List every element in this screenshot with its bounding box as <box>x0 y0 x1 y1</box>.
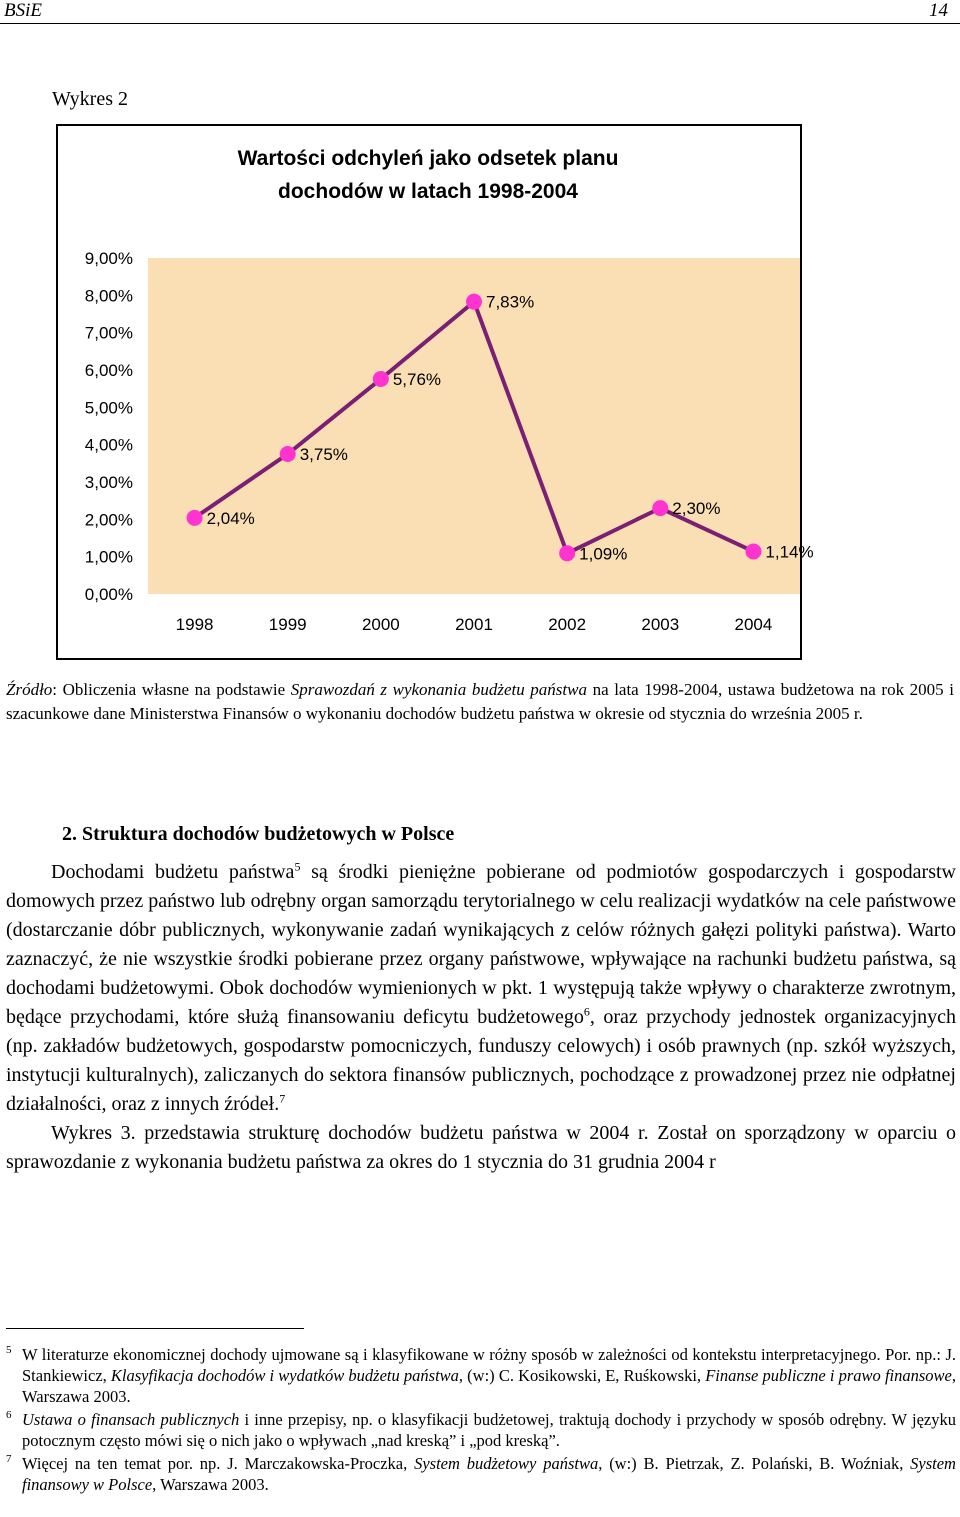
page-number: 14 <box>929 0 948 21</box>
y-tick-label: 0,00% <box>84 585 133 604</box>
footnote-italic: System finansowy w Polsce <box>22 1454 956 1494</box>
x-tick-label: 2001 <box>455 615 493 634</box>
data-label: 3,75% <box>299 445 348 464</box>
data-point <box>373 371 389 387</box>
body-text <box>6 858 956 1177</box>
source-text-a: : Obliczenia własne na podstawie <box>52 680 291 699</box>
page-header <box>0 0 960 22</box>
source-italic: Sprawozdań z wykonania budżetu państwa <box>290 680 587 699</box>
footnote-6 <box>6 1409 956 1451</box>
data-point <box>652 500 668 516</box>
header-rule <box>0 23 960 24</box>
y-tick-label: 2,00% <box>84 510 133 530</box>
y-tick-label: 6,00% <box>84 361 133 380</box>
footnote-text: i inne przepisy, np. o klasyfikacji budżetowej, traktują dochody i przychody w sposób odrębny. W języku potocznym często mówi się o nich jako o wpływach „nad kreską” i „pod kreską”. <box>22 1410 956 1450</box>
data-label: 5,76% <box>392 369 442 389</box>
y-tick-label: 7,00% <box>84 323 133 343</box>
paragraph-2: Wykres 3. przedstawia strukturę dochodów budżetu państwa w 2004 r. Został on sporządzony w oparciu o sprawozdanie z wykonania budżetu państwa za okres do 1 stycznia do 31 grudnia 2004 r <box>6 1122 956 1173</box>
footnotes <box>6 1344 956 1497</box>
footnote-text: , (w:) C. Kosikowski, E, Ruśkowski, <box>458 1366 706 1385</box>
data-label: 2,04% <box>206 508 255 528</box>
y-tick-label: 3,00% <box>84 473 133 492</box>
x-tick-label: 2002 <box>548 615 587 634</box>
x-tick-label: 2003 <box>641 615 680 634</box>
data-point <box>745 543 761 559</box>
y-tick-label: 4,00% <box>84 435 133 455</box>
source-note <box>6 678 954 726</box>
footnote-rule <box>6 1328 304 1329</box>
footnote-number: 7 <box>6 1453 12 1465</box>
footnote-italic: Klasyfikacja dochodów i wydatków budżetu państwa <box>110 1366 459 1385</box>
footnote-ref-7: 7 <box>279 1091 286 1106</box>
y-tick-label: 8,00% <box>84 286 133 306</box>
footnote-ref-5: 5 <box>294 859 301 874</box>
data-point <box>280 446 296 462</box>
source-label: Źródło <box>6 680 53 699</box>
x-tick-label: 2004 <box>734 615 773 634</box>
figure-label: Wykres 2 <box>52 88 128 110</box>
data-label: 1,14% <box>765 542 814 562</box>
chart-title-line1: Wartości odchyleń jako odsetek planu <box>237 147 619 170</box>
data-label: 7,83% <box>486 292 535 312</box>
chart-title-line2: dochodów w latach 1998-2004 <box>278 180 578 203</box>
footnote-italic: System budżetowy państwa <box>414 1454 599 1473</box>
footnote-text: , (w:) B. Pietrzak, Z. Polański, B. Woźniak, <box>598 1454 911 1473</box>
p1-part-a: Dochodami budżetu państwa <box>51 861 295 883</box>
paragraph-1 <box>6 858 956 1119</box>
x-tick-label: 1999 <box>268 615 307 634</box>
footnote-text: , Warszawa 2003. <box>152 1475 269 1494</box>
data-point <box>559 545 575 561</box>
section-heading: 2. Struktura dochodów budżetowych w Polsce <box>62 823 455 845</box>
footnote-5 <box>6 1344 956 1407</box>
p1-part-b: są środki pieniężne pobierane od podmiotów gospodarczych i gospodarstw domowych przez państwo lub odrębny organ samorządu terytorialnego w celu realizacji wydatków na cele państwowe (dostarczanie dóbr publicznych, wykonywanie zadań wynikających z celów różnych gałęzi polityki państwa). Warto zaznaczyć, że nie wszystkie środki pobierane przez organy państwowe, wpływające na rachunki budżetu państwa, są dochodami budżetowymi. Obok dochodów wymienionych w pkt. 1 występują także wpływy o charakterze zwrotnym, będące przychodami, które służą finansowaniu deficytu budżetowego <box>6 861 956 1028</box>
footnote-text: Więcej na ten temat por. np. J. Marczakowska-Proczka, <box>22 1454 415 1473</box>
p1-part-c: , oraz przychody jednostek organizacyjnych (np. zakładów budżetowych, gospodarstw pomocniczych, funduszy celowych) i osób prawnych (np. szkół wyższych, instytucji kulturalnych), zaliczanych do sektora finansów publicznych, pochodzące z prowadzonej przez nie odpłatnej działalności, oraz z innych źródeł. <box>6 1006 957 1115</box>
data-label: 2,30% <box>672 499 721 519</box>
footnote-text: , Warszawa 2003. <box>22 1366 957 1406</box>
data-point <box>187 510 203 526</box>
journal-title: BSiE <box>4 0 42 21</box>
x-tick-label: 1998 <box>175 615 214 634</box>
footnote-text: W literaturze ekonomicznej dochody ujmowane są i klasyfikowane w różny sposób w zależności od kontekstu interpretacyjnego. Por. np.: J. Stankiewicz, <box>22 1345 956 1385</box>
data-label: 1,09% <box>579 544 628 564</box>
y-tick-label: 9,00% <box>84 249 133 268</box>
y-tick-label: 5,00% <box>84 398 133 418</box>
footnote-italic: Finanse publiczne i prawo finansowe <box>705 1366 952 1385</box>
x-tick-label: 2000 <box>361 615 400 634</box>
line-chart <box>56 124 814 664</box>
data-point <box>466 294 482 310</box>
footnote-7 <box>6 1453 956 1495</box>
footnote-number: 6 <box>6 1409 12 1421</box>
source-text-b: na lata 1998-2004, ustawa budżetowa na rok 2005 i szacunkowe dane Ministerstwa Finansów o wykonaniu dochodów budżetu państwa w okresie od stycznia do września 2005 r. <box>6 680 954 723</box>
footnote-number: 5 <box>6 1344 12 1356</box>
footnote-italic: Ustawa o finansach publicznych <box>22 1410 240 1429</box>
y-tick-label: 1,00% <box>84 547 133 567</box>
footnote-ref-6: 6 <box>583 1004 590 1019</box>
